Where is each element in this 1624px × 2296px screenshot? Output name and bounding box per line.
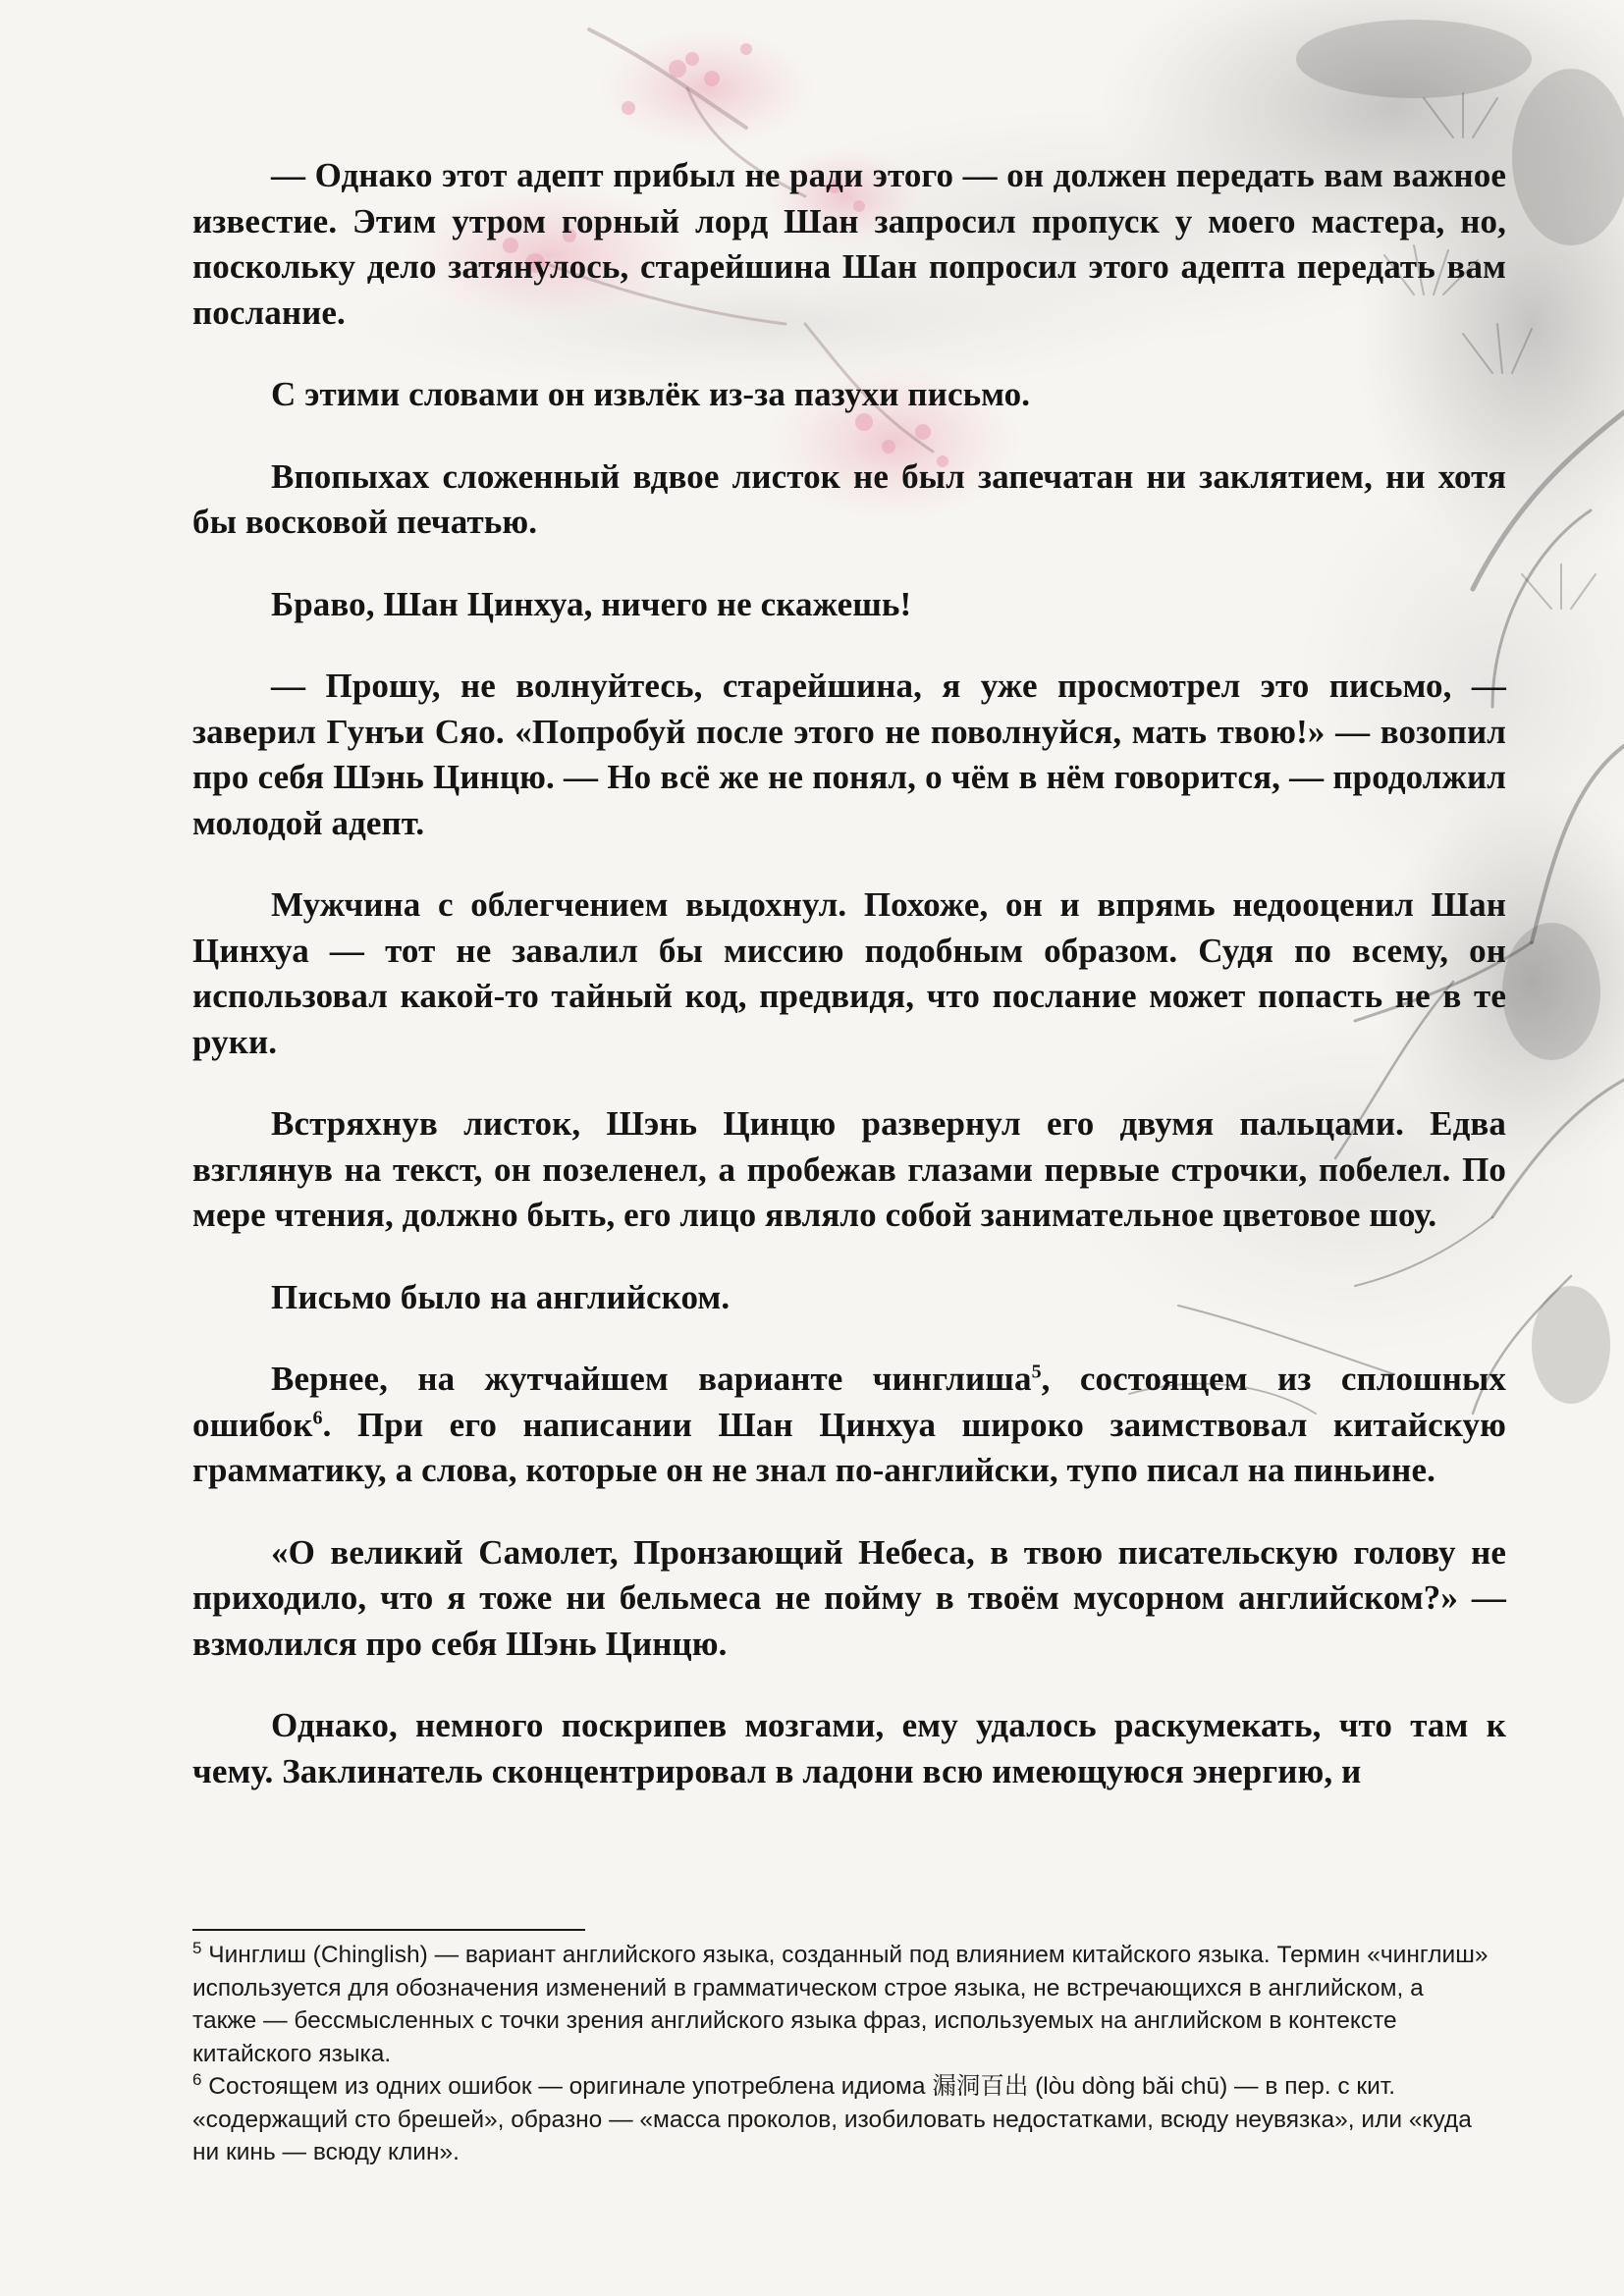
footnote-number: 6: [192, 2069, 202, 2089]
paragraph-text: Вернее, на жутчайшем варианте чинглиша: [271, 1360, 1032, 1398]
main-text: [192, 153, 1506, 1794]
paragraph: Браво, Шан Цинхуа, ничего не скажешь!: [271, 584, 912, 623]
footnote-text: Чинглиш (Chinglish) — вариант английского языка, созданный под влиянием китайского языка. Термин «чинглиш» используется для обозначения изменений в грамматическом строе языка, не встречающихся в английском, а также — бессмысленных с точки зрения английского языка фраз, используемых на английском в контексте китайского языка.: [192, 1942, 1489, 2067]
paragraph: Мужчина с облегчением выдохнул. Похоже, он и впрямь недооценил Шан Цинхуа — тот не завалил бы миссию подобным образом. Судя по всему, он использовал какой-то тайный код, предвидя, что послание может попасть не в те руки.: [192, 885, 1506, 1061]
paragraph: «О великий Самолет, Пронзающий Небеса, в твою писательскую голову не приходило, что я тоже ни бельмеса не пойму в твоём мусорном английском?» — взмолился про себя Шэнь Цинцю.: [192, 1532, 1506, 1663]
footnote: [192, 1939, 1489, 2070]
footnote-reference[interactable]: 6: [312, 1406, 323, 1428]
paragraph: Впопыхах сложенный вдвое листок не был запечатан ни заклятием, ни хотя бы восковой печатью.: [192, 456, 1506, 541]
footnote-separator: [192, 1929, 585, 1931]
paragraph-text: , состоящем из сплошных ошибок: [192, 1360, 1506, 1444]
paragraph: Письмо было на английском.: [271, 1277, 731, 1316]
paragraph: Однако, немного поскрипев мозгами, ему удалось раскумекать, что там к чему. Заклинатель сконцентрировал в ладони всю имеющуюся энергию, и: [192, 1706, 1506, 1790]
footnote-reference[interactable]: 5: [1031, 1361, 1042, 1383]
footnote-text: Состоящем из одних ошибок — оригинале употреблена идиома 漏洞百出 (lòu dòng bǎi chū) — в пер. с кит. «содержащий сто брешей», образно — «масса проколов, изобиловать недостатками, всюду неувязка», или «куда ни кинь — всюду клин».: [192, 2073, 1472, 2165]
footnote-number: 5: [192, 1938, 202, 1957]
paragraph: — Прошу, не волнуйтесь, старейшина, я уже просмотрел это письмо, — заверил Гунъи Сяо. «Попробуй после этого не поволнуйся, мать твою!» — возопил про себя Шэнь Цинцю. — Но всё же не понял, о чём в нём говорится, — продолжил молодой адепт.: [192, 667, 1506, 842]
paragraph: — Однако этот адепт прибыл не ради этого — он должен передать вам важное известие. Этим утром горный лорд Шан запросил пропуск у моего мастера, но, поскольку дело затянулось, старейшина Шан попросил этого адепта передать вам послание.: [192, 156, 1506, 332]
paragraph: Встряхнув листок, Шэнь Цинцю развернул его двумя пальцами. Едва взглянув на текст, он позеленел, а пробежав глазами первые строчки, побелел. По мере чтения, должно быть, его лицо являло собой занимательное цветовое шоу.: [192, 1104, 1506, 1234]
paragraph-text: . При его написании Шан Цинхуа широко заимствовал китайскую грамматику, а слова, которые он не знал по-английски, тупо писал на пиньине.: [192, 1405, 1506, 1489]
blossom-wash: [599, 29, 815, 147]
footnotes: [192, 1939, 1489, 2169]
footnote: [192, 2070, 1489, 2169]
paragraph-with-footnotes: [192, 1357, 1506, 1494]
paragraph: С этими словами он извлёк из-за пазухи письмо.: [271, 375, 1031, 413]
